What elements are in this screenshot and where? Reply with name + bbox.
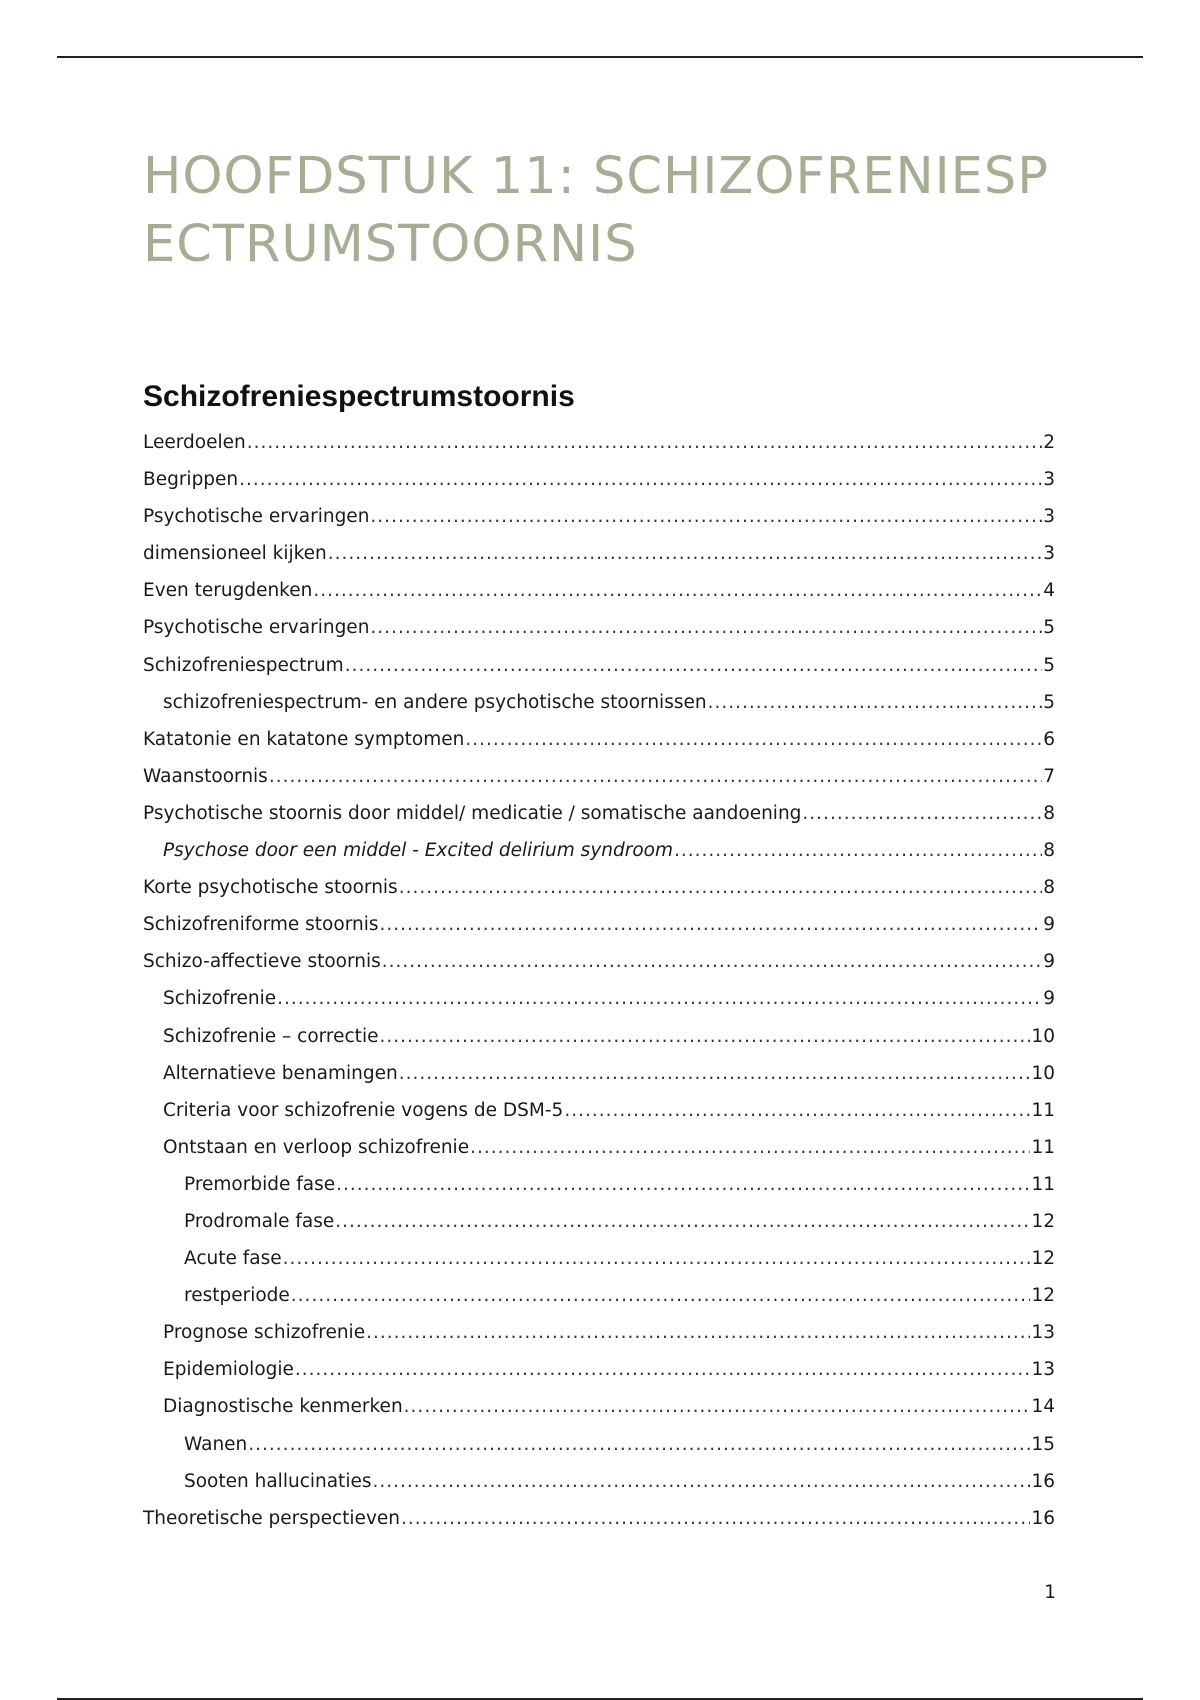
toc-entry-page: 5 (1043, 617, 1055, 639)
toc-entry[interactable] (143, 1355, 1055, 1392)
toc-entry[interactable] (143, 1059, 1055, 1096)
toc-entry-page: 16 (1031, 1470, 1055, 1492)
toc-entry-title: Psychotische stoornis door middel/ medicatie / somatische aandoening (143, 802, 802, 824)
toc-dot-leader (291, 1281, 1031, 1311)
toc-dot-leader (399, 873, 1043, 903)
toc-entry[interactable] (143, 1133, 1055, 1170)
toc-entry-page: 3 (1043, 469, 1055, 491)
toc-entry-page: 5 (1043, 691, 1055, 713)
toc-entry[interactable] (143, 725, 1055, 762)
toc-entry[interactable] (143, 836, 1055, 873)
toc-entry-page: 2 (1043, 432, 1055, 453)
toc-dot-leader (470, 1133, 1030, 1163)
toc-entry-page: 6 (1043, 728, 1055, 750)
toc-entry[interactable] (143, 1318, 1055, 1355)
toc-dot-leader (335, 1207, 1030, 1237)
toc-dot-leader (802, 799, 1042, 829)
toc-dot-leader (283, 1244, 1031, 1274)
toc-entry-title: restperiode (184, 1285, 290, 1307)
toc-entry-page: 15 (1031, 1433, 1055, 1455)
toc-entry-title: Alternatieve benamingen (163, 1062, 398, 1084)
toc-entry-title: dimensioneel kijken (143, 543, 327, 565)
toc-entry[interactable] (143, 1096, 1055, 1133)
toc-dot-leader (313, 576, 1042, 606)
toc-dot-leader (370, 502, 1042, 532)
toc-entry[interactable] (143, 428, 1055, 465)
toc-entry-page: 9 (1043, 988, 1055, 1010)
header-rule (57, 56, 1143, 58)
toc-entry-page: 12 (1031, 1285, 1055, 1307)
toc-dot-leader (708, 688, 1043, 718)
toc-entry-page: 12 (1031, 1210, 1055, 1232)
toc-entry-title: Schizofreniforme stoornis (143, 914, 379, 936)
toc-entry-title: Psychotische ervaringen (143, 617, 370, 639)
toc-entry[interactable] (143, 1430, 1055, 1467)
table-of-contents (143, 428, 1055, 1541)
toc-dot-leader (564, 1096, 1030, 1126)
toc-entry[interactable] (143, 1170, 1055, 1207)
toc-dot-leader (239, 465, 1042, 495)
toc-dot-leader (370, 613, 1042, 643)
toc-entry-title: Schizo-affectieve stoornis (143, 951, 381, 973)
toc-entry[interactable] (143, 1504, 1055, 1541)
toc-entry-title: schizofreniespectrum- en andere psychotische stoornissen (163, 691, 707, 713)
toc-dot-leader (465, 725, 1042, 755)
toc-entry-title: Schizofreniespectrum (143, 654, 344, 676)
toc-entry-title: Diagnostische kenmerken (163, 1396, 403, 1418)
toc-dot-leader (379, 910, 1042, 940)
toc-dot-leader (247, 428, 1043, 458)
toc-entry[interactable] (143, 984, 1055, 1021)
toc-entry-page: 11 (1031, 1099, 1055, 1121)
toc-dot-leader (401, 1504, 1030, 1534)
toc-entry[interactable] (143, 762, 1055, 799)
toc-entry-page: 16 (1031, 1507, 1055, 1529)
toc-dot-leader (366, 1318, 1030, 1348)
toc-entry-title: Even terugdenken (143, 580, 313, 602)
toc-entry-title: Begrippen (143, 469, 239, 491)
toc-entry[interactable] (143, 576, 1055, 613)
toc-entry-title: Theoretische perspectieven (143, 1507, 400, 1529)
page-number: 1 (1044, 1582, 1056, 1603)
toc-entry-page: 14 (1031, 1396, 1055, 1418)
toc-entry-title: Schizofrenie (163, 988, 277, 1010)
toc-entry[interactable] (143, 539, 1055, 576)
toc-dot-leader (399, 1059, 1031, 1089)
toc-entry-title: Waanstoornis (143, 765, 268, 787)
toc-entry-page: 13 (1031, 1359, 1055, 1381)
toc-entry[interactable] (143, 947, 1055, 984)
toc-entry[interactable] (143, 873, 1055, 910)
toc-entry-title: Schizofrenie – correctie (163, 1025, 379, 1047)
toc-heading: Schizofreniespectrumstoornis (143, 380, 575, 413)
toc-entry-page: 12 (1031, 1248, 1055, 1270)
toc-entry-title: Katatonie en katatone symptomen (143, 728, 465, 750)
toc-entry[interactable] (143, 799, 1055, 836)
toc-entry-title: Criteria voor schizofrenie vogens de DSM-5 (163, 1099, 564, 1121)
toc-entry[interactable] (143, 502, 1055, 539)
toc-entry[interactable] (143, 1467, 1055, 1504)
toc-entry-page: 11 (1031, 1136, 1055, 1158)
toc-dot-leader (404, 1392, 1031, 1422)
toc-entry[interactable] (143, 688, 1055, 725)
toc-entry-page: 7 (1043, 765, 1055, 787)
toc-entry-title: Psychotische ervaringen (143, 506, 370, 528)
toc-entry-page: 8 (1043, 802, 1055, 824)
toc-entry[interactable] (143, 651, 1055, 688)
toc-entry-title: Prognose schizofrenie (163, 1322, 366, 1344)
toc-dot-leader (382, 947, 1042, 977)
toc-entry-page: 3 (1043, 506, 1055, 528)
toc-entry-title: Sooten hallucinaties (184, 1470, 372, 1492)
toc-entry-page: 8 (1043, 877, 1055, 899)
toc-entry-title: Ontstaan en verloop schizofrenie (163, 1136, 470, 1158)
toc-entry-page: 10 (1031, 1062, 1055, 1084)
toc-entry[interactable] (143, 1022, 1055, 1059)
chapter-title: HOOFDSTUK 11: SCHIZOFRENIESPECTRUMSTOORNIS (143, 147, 1050, 274)
toc-entry-title: Korte psychotische stoornis (143, 877, 398, 899)
toc-entry-page: 3 (1043, 543, 1055, 565)
toc-dot-leader (328, 539, 1042, 569)
toc-entry[interactable] (143, 1244, 1055, 1281)
toc-entry-page: 9 (1043, 951, 1055, 973)
toc-entry-title: Premorbide fase (184, 1173, 336, 1195)
toc-dot-leader (295, 1355, 1031, 1385)
toc-dot-leader (336, 1170, 1030, 1200)
toc-entry[interactable] (143, 465, 1055, 502)
toc-entry[interactable] (143, 1392, 1055, 1429)
toc-entry-page: 11 (1031, 1173, 1055, 1195)
toc-dot-leader (674, 836, 1042, 866)
toc-dot-leader (345, 651, 1043, 681)
toc-entry-title: Epidemiologie (163, 1359, 294, 1381)
toc-entry-page: 9 (1043, 914, 1055, 936)
toc-entry[interactable] (143, 1281, 1055, 1318)
toc-dot-leader (277, 984, 1042, 1014)
toc-entry-title: Psychose door een middel - Excited delirium syndroom (163, 840, 674, 862)
toc-entry-title: Leerdoelen (143, 432, 246, 453)
toc-dot-leader (379, 1022, 1030, 1052)
toc-entry[interactable] (143, 910, 1055, 947)
toc-entry-title: Wanen (184, 1433, 248, 1455)
toc-entry-page: 10 (1031, 1025, 1055, 1047)
toc-entry-page: 5 (1043, 654, 1055, 676)
toc-entry-title: Prodromale fase (184, 1210, 335, 1232)
toc-entry-page: 13 (1031, 1322, 1055, 1344)
toc-entry[interactable] (143, 613, 1055, 650)
toc-dot-leader (269, 762, 1042, 792)
toc-entry-title: Acute fase (184, 1248, 282, 1270)
toc-entry-page: 8 (1043, 840, 1055, 862)
toc-entry-page: 4 (1043, 580, 1055, 602)
toc-dot-leader (372, 1467, 1030, 1497)
toc-dot-leader (248, 1430, 1030, 1460)
toc-entry[interactable] (143, 1207, 1055, 1244)
